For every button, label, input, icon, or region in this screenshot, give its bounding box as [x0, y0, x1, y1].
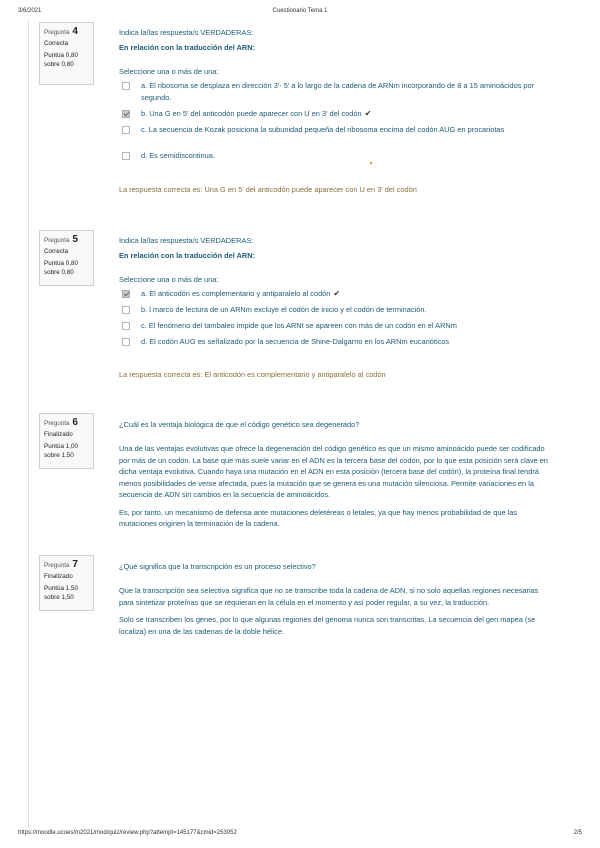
question-grade: Puntúa 1,50 sobre 1,50 [44, 585, 78, 601]
answer-option-a[interactable] [119, 80, 549, 104]
question-label: Pregunta [44, 420, 70, 427]
question-info-6 [39, 413, 94, 469]
option-text: b. Una G en 5' del anticodón puede aparecer con U en 3' del codón [141, 109, 362, 118]
answer-option-d[interactable] [119, 336, 549, 348]
question-label: Pregunta [44, 29, 70, 36]
question-info-5 [39, 230, 94, 286]
question-number: 6 [72, 417, 78, 428]
checkbox[interactable] [122, 152, 130, 160]
question-content-6 [119, 420, 549, 536]
checkbox[interactable] [122, 322, 130, 330]
answer-paragraph: Solo se transcriben los genes, por lo que algunas regiones del genoma nunca son transcritas. La secuencia del gen mapea (se localiza) en una de las cadenas de la doble hélice. [119, 615, 536, 636]
question-info-4 [39, 22, 94, 85]
question-text: ¿Cuál es la ventaja biológica de que el código genético sea degenerado? [119, 420, 360, 429]
question-content-4 [119, 28, 549, 194]
correct-answer-feedback: La respuesta correcta es: El anticodón es complementario y antiparalelo al codón [119, 370, 386, 379]
correct-answer-feedback: La respuesta correcta es: Una G en 5' del anticodón puede aparecer con U en 3' del codón [119, 185, 417, 194]
question-state: Finalizado [44, 431, 73, 438]
answer-option-a[interactable] [119, 288, 549, 300]
option-text: d. El codón AUG es señalizado por la secuencia de Shine-Dalgarno en los ARNm eucarióticos [141, 337, 450, 346]
option-text: d. Es semidiscontinua. [141, 151, 215, 160]
option-text: c. La secuencia de Kozak posiciona la subunidad pequeña del ribosoma encima del codón AUG en procariotas [141, 125, 505, 134]
question-intro: Indica la/las respuesta/s VERDADERAS: [119, 236, 254, 245]
option-text: b. l marco de lectura de un ARNm excluye el codón de inicio y el codón de terminación. [141, 305, 427, 314]
answer-paragraph: Una de las ventajas evolutivas que ofrece la degeneración del código genético es que un mismo aminoácido puede ser codificado por más de un codón. La base que más suele variar en el ADN es la tercera base del codón, por lo que esta posición será clave en dicha ventaja evolutiva. Cuando haya una mutación en el ADN en esta posición (tercera base del codón), la proteína final tendrá menos posibilidades de verse afectada, pues la mutación que se genera es una mutación silenciosa. Permite variaciones en la secuencia de ADN sin cambios en la secuencia de aminoácidos. [119, 444, 548, 499]
checkbox[interactable] [122, 126, 130, 134]
question-grade: Puntúa 0,80 sobre 0,80 [44, 260, 78, 276]
answer-prompt: Seleccione una o más de una: [119, 275, 219, 284]
question-grade: Puntúa 1,00 sobre 1,50 [44, 443, 78, 459]
question-content-7 [119, 562, 549, 643]
answer-option-c[interactable] [119, 320, 549, 332]
checkbox-checked[interactable] [122, 290, 130, 298]
question-number: 4 [72, 26, 78, 37]
answer-option-b[interactable] [119, 304, 549, 316]
answer-paragraph: Que la transcripción sea selectiva significa que no se transcribe toda la cadena de ADN, si no solo aquellas regiones necesarias para sintetizar proteínas que se requieran en la célula en el momento y así poder regular, a su vez, la traducción. [119, 586, 539, 607]
question-label: Pregunta [44, 237, 70, 244]
page-title: Cuestionario Tema 1 [272, 8, 328, 14]
question-info-7 [39, 555, 94, 611]
option-text: c. El fenómeno del tambaleo impide que los ARNt se apareen con más de un codón en el ARNm [141, 321, 457, 330]
correct-check-icon: ✔ [364, 109, 372, 118]
header-date: 3/6/2021 [18, 8, 42, 14]
question-intro: Indica la/las respuesta/s VERDADERAS: [119, 28, 254, 37]
checkbox[interactable] [122, 338, 130, 346]
question-heading: En relación con la traducción del ARN: [119, 43, 256, 52]
footer-url: https://moodle.ucoes/m2021/mod/quiz/review.php?attempt=145177&cmid=253052 [18, 830, 237, 836]
checkbox-checked[interactable] [122, 110, 130, 118]
question-number: 5 [72, 234, 78, 245]
orange-dot [370, 162, 372, 164]
answer-option-c[interactable] [119, 124, 549, 136]
answer-paragraph: Es, por tanto, un mecanismo de defensa ante mutaciones deletéreas o letales, ya que hay menos probabilidad de que las mutaciones originen la terminación de la cadena. [119, 507, 518, 528]
question-state: Correcta [44, 40, 69, 47]
question-label: Pregunta [44, 562, 70, 569]
checkbox[interactable] [122, 82, 130, 90]
page-divider-line [28, 18, 29, 828]
option-text: a. El ribosoma se desplaza en dirección 3'- 5' a lo largo de la cadena de ARNm incorporando de 8 a 15 aminoácidos por segundo. [141, 81, 535, 102]
question-content-5 [119, 236, 549, 379]
checkbox[interactable] [122, 306, 130, 314]
question-state: Correcta [44, 248, 69, 255]
answer-prompt: Seleccione una o más de una: [119, 67, 219, 76]
question-number: 7 [72, 559, 78, 570]
question-state: Finalizado [44, 573, 73, 580]
question-heading: En relación con la traducción del ARN: [119, 251, 256, 260]
correct-check-icon: ✔ [333, 289, 341, 298]
answer-option-b[interactable] [119, 108, 549, 120]
footer-page-number: 2/5 [573, 830, 582, 836]
question-grade: Puntúa 0,80 sobre 0,80 [44, 52, 78, 68]
answer-option-d[interactable] [119, 150, 549, 162]
question-text: ¿Qué significa que la transcripción es un proceso selectivo? [119, 562, 316, 571]
option-text: a. El anticodón es complementario y antiparalelo al codón [141, 289, 331, 298]
